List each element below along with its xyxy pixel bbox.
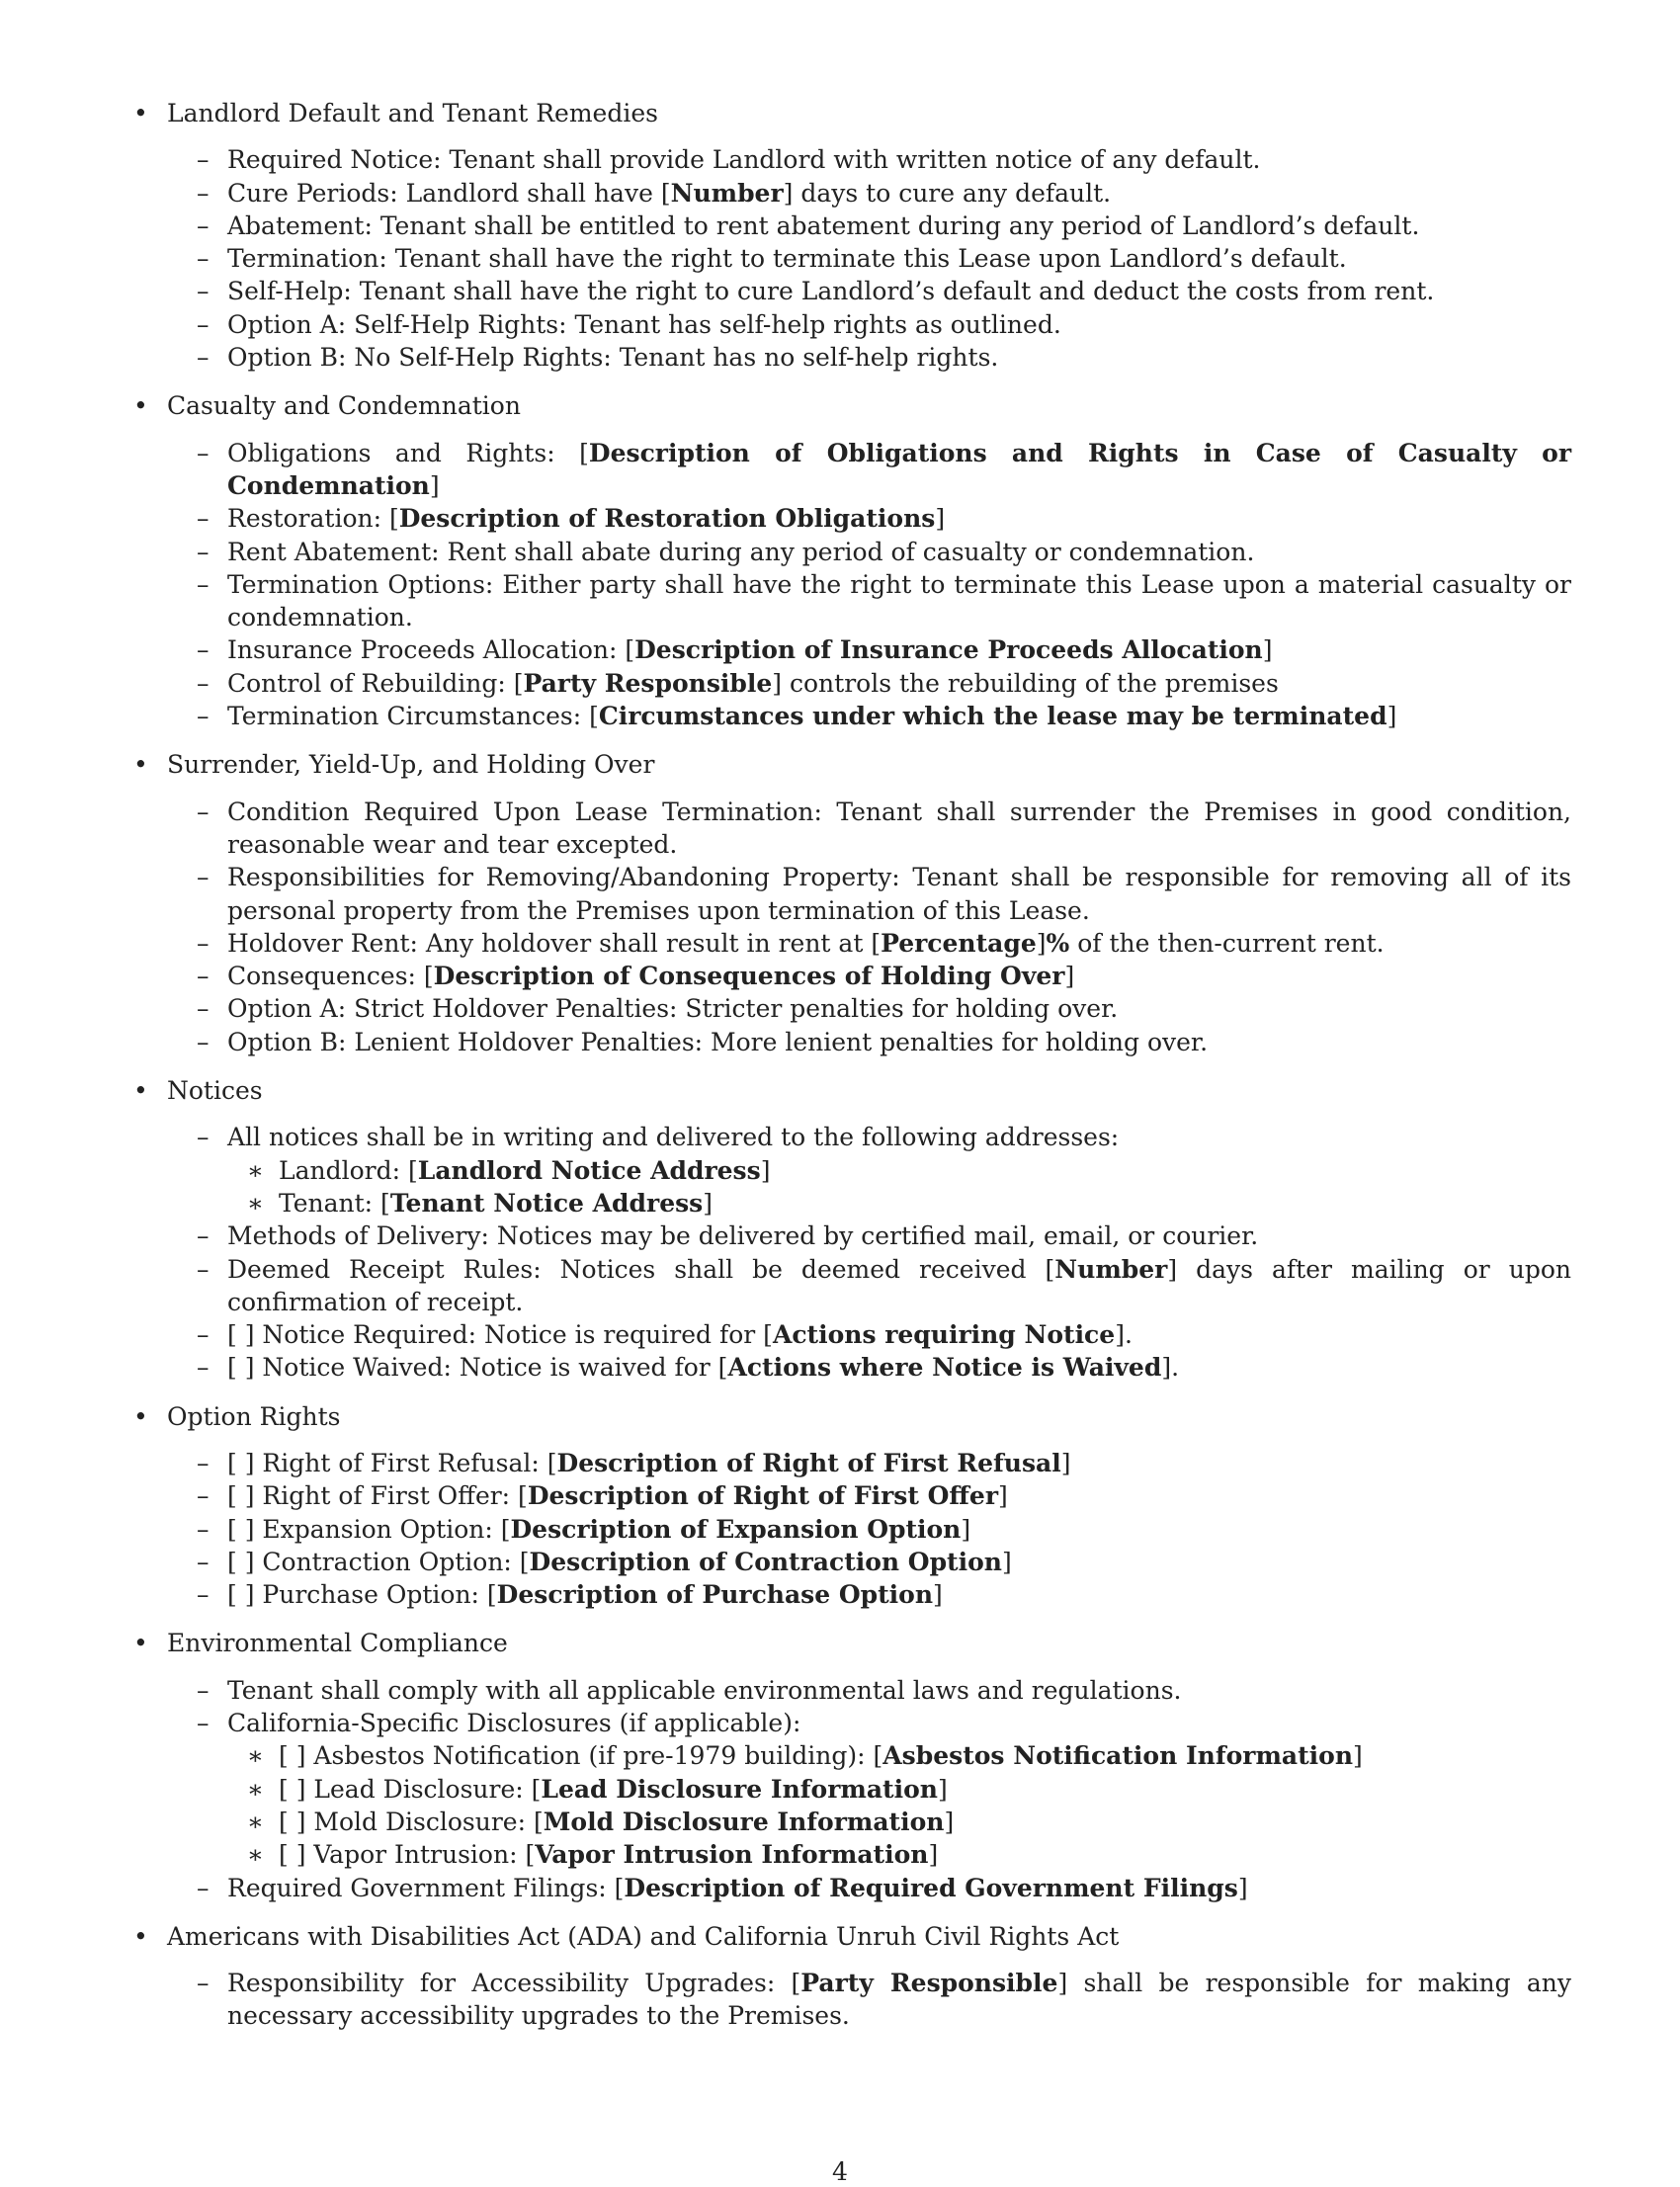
placeholder-field: Vapor Intrusion Information	[535, 1840, 929, 1870]
item-text: ]	[429, 470, 440, 500]
placeholder-field: Actions requiring Notice	[772, 1320, 1116, 1350]
list-item	[167, 927, 1571, 960]
list-item	[167, 796, 1571, 862]
item-text: [ ] Vapor Intrusion: [	[279, 1840, 536, 1870]
list-item	[167, 1967, 1571, 2033]
dash-icon: –	[197, 1709, 210, 1738]
placeholder-field: Number	[1054, 1254, 1168, 1284]
list-item	[167, 1513, 1571, 1546]
item-text: ]	[933, 1580, 943, 1610]
list-item	[167, 1220, 1571, 1252]
dash-icon: –	[197, 1221, 210, 1251]
item-text: California-Specific Disclosures (if applicable):	[227, 1709, 801, 1738]
placeholder-field: Description of Restoration Obligations	[398, 504, 936, 534]
list-item	[167, 1351, 1571, 1384]
item-text: of the then-current rent.	[1069, 928, 1385, 958]
item-text: All notices shall be in writing and delivered to the following addresses:	[227, 1123, 1120, 1152]
item-text: ] controls the rebuilding of the premises	[772, 668, 1279, 698]
placeholder-field: Description of Consequences of Holding Over	[433, 962, 1065, 991]
dash-icon: –	[197, 438, 210, 467]
sub-list	[167, 437, 1571, 733]
placeholder-field: Description of Insurance Proceeds Allocation	[634, 635, 1263, 665]
list-item	[167, 861, 1571, 927]
dash-icon: –	[197, 569, 210, 599]
item-text: [ ] Purchase Option: [	[227, 1580, 497, 1610]
item-text: [	[660, 178, 671, 208]
asterisk-icon: ∗	[247, 1741, 264, 1771]
dash-icon: –	[197, 145, 210, 175]
list-item	[167, 275, 1571, 307]
item-text: Option A: Self-Help Rights: Tenant has self-help rights as outlined.	[227, 309, 1061, 339]
dash-icon: –	[197, 962, 210, 991]
item-text: Rent Abatement: Rent shall abate during any period of casualty or condemnation.	[227, 537, 1255, 566]
dash-icon: –	[197, 1320, 210, 1350]
item-text: [ ] Right of First Offer: [	[227, 1481, 528, 1511]
item-text: Responsibilities for Removing/Abandoning Property: Tenant shall be responsible for removing all of its personal property from the Premises upon termination of this Lease.	[227, 863, 1571, 925]
item-text: ]	[1064, 962, 1075, 991]
item-text: Option B: Lenient Holdover Penalties: More lenient penalties for holding over.	[227, 1027, 1209, 1056]
dash-icon: –	[197, 1123, 210, 1152]
dash-icon: –	[197, 1353, 210, 1383]
item-text: Option A: Strict Holdover Penalties: Stricter penalties for holding over.	[227, 994, 1119, 1024]
section-title: Surrender, Yield-Up, and Holding Over	[167, 750, 655, 780]
item-text: Termination: Tenant shall have the right to terminate this Lease upon Landlord’s default.	[227, 244, 1347, 274]
section	[133, 1627, 1571, 1903]
item-text: Cure Periods: Landlord shall have	[227, 178, 661, 208]
list-item	[167, 960, 1571, 992]
placeholder-field: Description of Obligations and Rights in Case of Casualty or Condemnation	[227, 438, 1571, 500]
section	[133, 97, 1571, 374]
asterisk-icon: ∗	[247, 1807, 264, 1836]
dash-icon: –	[197, 994, 210, 1024]
item-text: Insurance Proceeds Allocation: [	[227, 635, 635, 665]
list-item	[167, 667, 1571, 700]
item-text: Obligations and Rights: [	[227, 438, 589, 467]
item-text: [ ] Contraction Option: [	[227, 1547, 530, 1576]
dash-icon: –	[197, 1580, 210, 1610]
list-item	[167, 210, 1571, 242]
placeholder-field: Circumstances under which the lease may be terminated	[598, 702, 1387, 731]
item-text: Tenant shall comply with all applicable environmental laws and regulations.	[227, 1675, 1182, 1705]
dash-icon: –	[197, 1675, 210, 1705]
item-text: ]	[1262, 635, 1273, 665]
page-number: 4	[832, 2157, 848, 2186]
item-text: [ ] Expansion Option: [	[227, 1514, 511, 1544]
item-text: ]	[1060, 1448, 1071, 1477]
dash-icon: –	[197, 702, 210, 731]
item-text: ]	[998, 1481, 1008, 1511]
sub-list	[167, 1121, 1571, 1384]
item-text: Methods of Delivery: Notices may be delivered by certified mail, email, or courier.	[227, 1221, 1259, 1251]
asterisk-icon: ∗	[247, 1155, 264, 1185]
dash-icon: –	[197, 244, 210, 274]
list-item	[167, 1026, 1571, 1058]
item-text: [ ] Right of First Refusal: [	[227, 1448, 557, 1477]
list-item	[167, 633, 1571, 666]
placeholder-field: Tenant Notice Address	[389, 1188, 704, 1218]
item-text: Consequences: [	[227, 962, 434, 991]
document-body	[133, 97, 1571, 2049]
item-text: ]	[1001, 1547, 1012, 1576]
section-title: Option Rights	[167, 1401, 341, 1431]
dash-icon: –	[197, 178, 210, 208]
dash-icon: –	[197, 928, 210, 958]
list-item	[167, 177, 1571, 210]
item-text: Termination Circumstances: [	[227, 702, 599, 731]
item-text: ]	[1237, 1873, 1248, 1902]
item-text: [ ] Notice Waived: Notice is waived for [	[227, 1353, 728, 1383]
item-text: [ ] Notice Required: Notice is required for [	[227, 1320, 773, 1350]
item-text: [ ] Mold Disclosure: [	[279, 1807, 544, 1836]
list-item	[167, 568, 1571, 634]
section	[133, 1074, 1571, 1385]
placeholder-field: Asbestos Notification Information	[882, 1741, 1354, 1771]
list-item	[167, 1546, 1571, 1578]
list-item	[167, 341, 1571, 374]
sub-list	[167, 1674, 1571, 1904]
list-item	[167, 1121, 1571, 1153]
dash-icon: –	[197, 309, 210, 339]
sub-list-item	[227, 1739, 1571, 1772]
item-text: ]	[1353, 1741, 1363, 1771]
item-text: Restoration: [	[227, 504, 399, 534]
item-text: Option B: No Self-Help Rights: Tenant has no self-help rights.	[227, 343, 999, 373]
asterisk-icon: ∗	[247, 1774, 264, 1804]
section-title: Landlord Default and Tenant Remedies	[167, 99, 658, 127]
item-text: ].	[1161, 1353, 1180, 1383]
dash-icon: –	[197, 537, 210, 566]
bullet-icon: •	[133, 1629, 148, 1658]
section-title: Notices	[167, 1076, 263, 1106]
sub-list-item	[227, 1838, 1571, 1871]
dash-icon: –	[197, 343, 210, 373]
list-item	[167, 536, 1571, 568]
list-item	[167, 1479, 1571, 1512]
item-text: ]	[760, 1155, 771, 1185]
item-text: ]	[944, 1807, 955, 1836]
section	[133, 748, 1571, 1058]
dash-icon: –	[197, 1969, 210, 1998]
item-text: Landlord: [	[279, 1155, 418, 1185]
placeholder-field: Description of Expansion Option	[510, 1514, 962, 1544]
item-text: ]	[703, 1188, 714, 1218]
dash-icon: –	[197, 668, 210, 698]
item-text: ] shall be responsible for making any necessary accessibility upgrades to the Premises.	[227, 1969, 1571, 2031]
list-item	[167, 242, 1571, 275]
sub-list	[167, 1967, 1571, 2033]
placeholder-field: Number	[670, 178, 784, 208]
bullet-icon: •	[133, 750, 148, 780]
item-text: ]	[935, 504, 946, 534]
dash-icon: –	[197, 635, 210, 665]
section-title: Environmental Compliance	[167, 1629, 508, 1658]
list-item	[167, 1674, 1571, 1707]
list-item	[167, 1253, 1571, 1319]
sub-list-item	[227, 1187, 1571, 1220]
bullet-icon: •	[133, 1076, 148, 1106]
item-text: Self-Help: Tenant shall have the right to cure Landlord’s default and deduct the costs from rent.	[227, 277, 1435, 306]
dash-icon: –	[197, 1547, 210, 1576]
item-text: Condition Required Upon Lease Termination: Tenant shall surrender the Premises in good condition, reasonable wear and tear excepted.	[227, 797, 1571, 859]
placeholder-field: Description of Purchase Option	[496, 1580, 934, 1610]
sub-list	[167, 1447, 1571, 1611]
sub-list	[167, 143, 1571, 374]
item-text: ]	[928, 1840, 939, 1870]
sub-list-item	[227, 1773, 1571, 1806]
bullet-icon: •	[133, 99, 148, 127]
dash-icon: –	[197, 863, 210, 892]
sub-list-item	[227, 1154, 1571, 1187]
sub-list	[167, 796, 1571, 1058]
item-text: ] days to cure any default.	[783, 178, 1112, 208]
item-text: Termination Options: Either party shall have the right to terminate this Lease upon a material casualty or condemnation.	[227, 569, 1571, 632]
section	[133, 1920, 1571, 2033]
list-item	[167, 1872, 1571, 1904]
placeholder-field: Percentage	[881, 928, 1037, 958]
item-text: Deemed Receipt Rules: Notices shall be deemed received [	[227, 1254, 1055, 1284]
dash-icon: –	[197, 1514, 210, 1544]
section	[133, 389, 1571, 732]
dash-icon: –	[197, 1448, 210, 1477]
item-text: Abatement: Tenant shall be entitled to rent abatement during any period of Landlord’s default.	[227, 210, 1420, 240]
placeholder-field: Actions where Notice is Waived	[727, 1353, 1162, 1383]
dash-icon: –	[197, 504, 210, 534]
dash-icon: –	[197, 1873, 210, 1902]
item-text: ] days after mailing or upon confirmation of receipt.	[227, 1254, 1571, 1316]
placeholder-field: Description of Right of First Offer	[527, 1481, 999, 1511]
section-title: Casualty and Condemnation	[167, 391, 521, 421]
dash-icon: –	[197, 277, 210, 306]
asterisk-icon: ∗	[247, 1188, 264, 1218]
item-text: ]	[937, 1774, 948, 1804]
list-item	[167, 502, 1571, 535]
item-text: ]	[1036, 928, 1047, 958]
item-text: ]	[961, 1514, 971, 1544]
section	[133, 1400, 1571, 1612]
item-text: ]	[1386, 702, 1397, 731]
bullet-icon: •	[133, 1401, 148, 1431]
placeholder-field: Party Responsible	[800, 1969, 1058, 1998]
section-title: Americans with Disabilities Act (ADA) and California Unruh Civil Rights Act	[167, 1921, 1120, 1951]
item-text: Control of Rebuilding: [	[227, 668, 524, 698]
list-item	[167, 1318, 1571, 1351]
list-item	[167, 1578, 1571, 1611]
item-text: Required Government Filings: [	[227, 1873, 625, 1902]
list-item	[167, 1707, 1571, 1739]
placeholder-field: Description of Right of First Refusal	[556, 1448, 1061, 1477]
list-item	[167, 437, 1571, 503]
list-item	[167, 700, 1571, 732]
placeholder-field: Mold Disclosure Information	[543, 1807, 945, 1836]
sub-list-item	[227, 1806, 1571, 1838]
item-text: [ ] Asbestos Notification (if pre-1979 building): [	[279, 1741, 883, 1771]
placeholder-field: Landlord Notice Address	[417, 1155, 761, 1185]
dash-icon: –	[197, 210, 210, 240]
asterisk-icon: ∗	[247, 1840, 264, 1870]
placeholder-field: %	[1046, 928, 1070, 958]
dash-icon: –	[197, 1481, 210, 1511]
dash-icon: –	[197, 1027, 210, 1056]
item-text: ].	[1115, 1320, 1133, 1350]
placeholder-field: Description of Contraction Option	[529, 1547, 1002, 1576]
list-item	[167, 143, 1571, 176]
list-item	[167, 308, 1571, 341]
item-text: Holdover Rent: Any holdover shall result in rent at [	[227, 928, 882, 958]
dash-icon: –	[197, 797, 210, 826]
item-text: Tenant: [	[279, 1188, 390, 1218]
placeholder-field: Description of Required Government Filings	[624, 1873, 1238, 1902]
item-text: Required Notice: Tenant shall provide Landlord with written notice of any default.	[227, 145, 1261, 175]
list-item	[167, 992, 1571, 1025]
placeholder-field: Party Responsible	[523, 668, 773, 698]
item-text: [ ] Lead Disclosure: [	[279, 1774, 542, 1804]
placeholder-field: Lead Disclosure Information	[541, 1774, 938, 1804]
dash-icon: –	[197, 1254, 210, 1284]
item-text: Responsibility for Accessibility Upgrades: [	[227, 1969, 801, 1998]
list-item	[167, 1447, 1571, 1479]
bullet-icon: •	[133, 1921, 148, 1951]
bullet-icon: •	[133, 391, 148, 421]
